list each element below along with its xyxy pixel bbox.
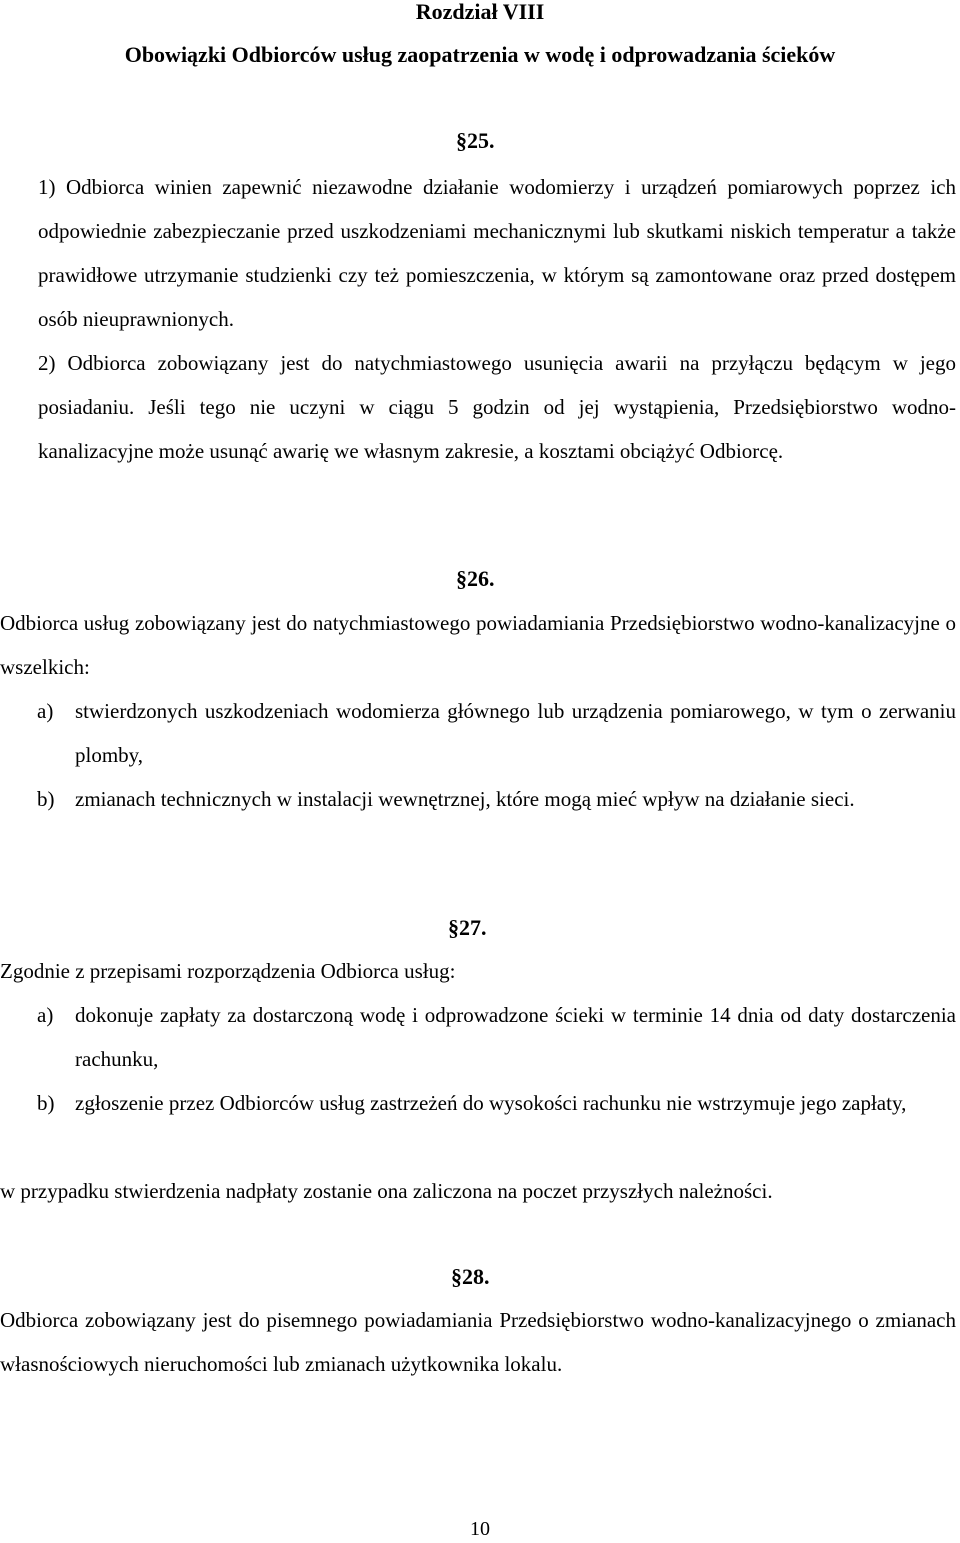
section-26-intro: Odbiorca usług zobowiązany jest do natychmiastowego powiadamiania Przedsiębiorstwo wodno-kanalizacyjne o wszelkich: (0, 611, 956, 679)
chapter-title: Rozdział VIII (415, 0, 545, 24)
section-27-list (0, 993, 956, 1125)
list-item (0, 777, 956, 821)
section-28-intro: Odbiorca zobowiązany jest do pisemnego powiadamiania Przedsiębiorstwo wodno-kanalizacyjnego o zmianach własnościowych nieruchomości lub zmianach użytkownika lokalu. (0, 1308, 956, 1376)
section-27-intro: Zgodnie z przepisami rozporządzenia Odbiorca usług: (0, 959, 456, 983)
section-mark-25: §25. (456, 128, 495, 153)
list-item-text: zmianach technicznych w instalacji wewnętrznej, które mogą mieć wpływ na działanie sieci. (75, 787, 855, 811)
section-mark-26: §26. (456, 566, 495, 591)
section-25-point-2: 2) Odbiorca zobowiązany jest do natychmiastowego usunięcia awarii na przyłączu będącym w jego posiadaniu. Jeśli tego nie uczyni w ciągu 5 godzin od jej wystąpienia, Przedsiębiorstwo wodno-kanalizacyjne może usunąć awarię we własnym zakresie, a kosztami obciążyć Odbiorcę. (38, 351, 956, 463)
list-marker: a) (37, 699, 54, 723)
list-item-text: stwierdzonych uszkodzeniach wodomierza głównego lub urządzenia pomiarowego, w tym o zerwaniu plomby, (75, 699, 956, 767)
list-item (0, 993, 956, 1081)
chapter-subtitle: Obowiązki Odbiorców usług zaopatrzenia w wodę i odprowadzania ścieków (124, 42, 836, 67)
section-mark-28: §28. (451, 1264, 490, 1289)
list-item (0, 689, 956, 777)
list-item-text: zgłoszenie przez Odbiorców usług zastrzeżeń do wysokości rachunku nie wstrzymuje jego zapłaty, (75, 1091, 907, 1115)
section-mark-27: §27. (448, 915, 487, 940)
list-item (0, 1081, 956, 1125)
list-marker: b) (37, 787, 55, 811)
list-marker: b) (37, 1091, 55, 1115)
section-27-outro: w przypadku stwierdzenia nadpłaty zostanie ona zaliczona na poczet przyszłych należności. (0, 1179, 773, 1203)
section-26-list (0, 689, 956, 821)
list-item-text: dokonuje zapłaty za dostarczoną wodę i odprowadzone ścieki w terminie 14 dnia od daty dostarczenia rachunku, (75, 1003, 956, 1071)
list-marker: a) (37, 1003, 54, 1027)
page-number: 10 (470, 1518, 490, 1540)
section-25-point-1: 1) Odbiorca winien zapewnić niezawodne działanie wodomierzy i urządzeń pomiarowych poprzez ich odpowiednie zabezpieczanie przed uszkodzeniami mechanicznymi lub skutkami niskich temperatur a także prawidłowe utrzymanie studzienki czy też pomieszczenia, w którym są zamontowane oraz przed dostępem osób nieuprawnionych. (38, 175, 956, 331)
